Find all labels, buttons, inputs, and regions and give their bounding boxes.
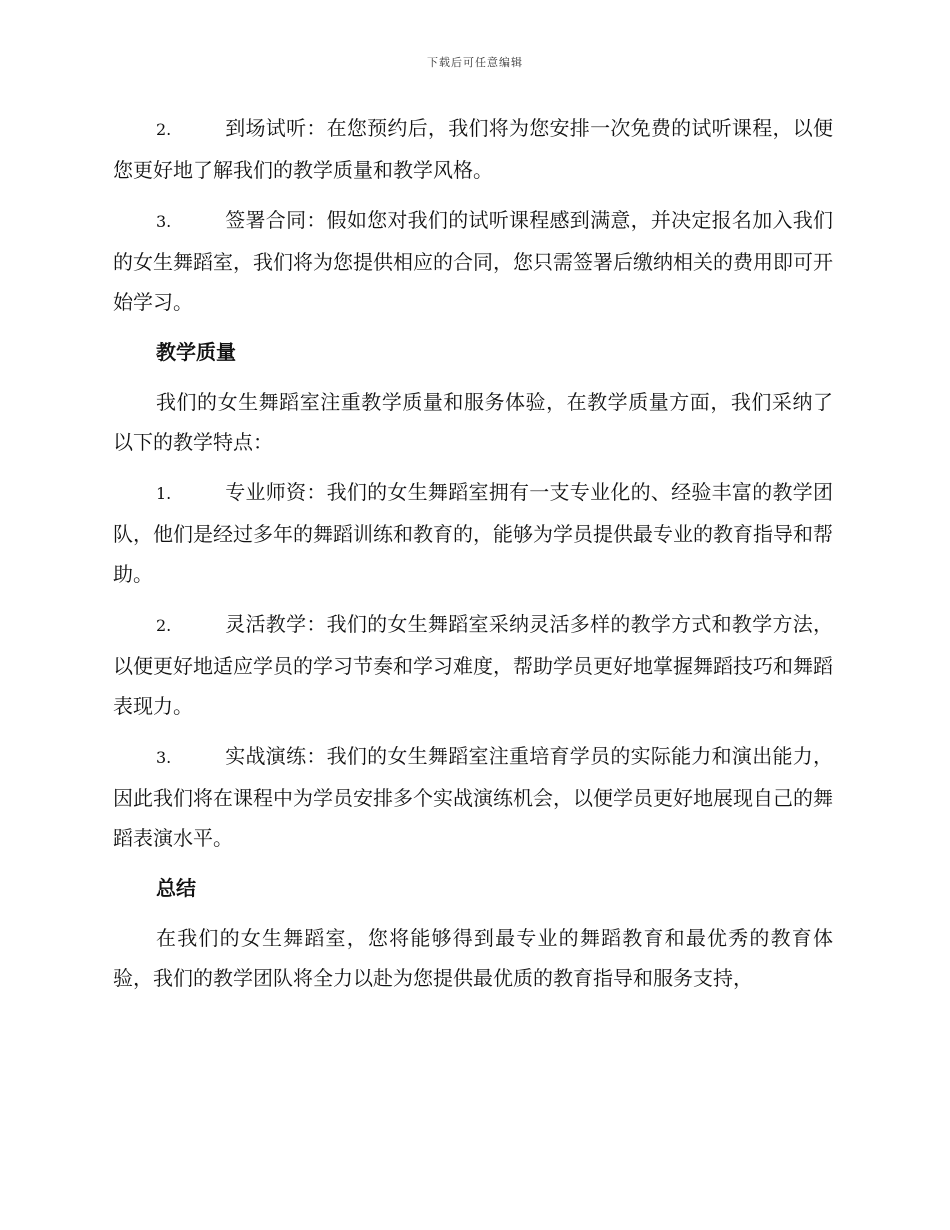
list-item [113, 108, 833, 190]
list-item-text: 灵活教学：我们的女生舞蹈室采纳灵活多样的教学方式和教学方法，以便更好地适应学员的学习节奏和学习难度，帮助学员更好地掌握舞蹈技巧和舞蹈表现力。 [113, 612, 833, 718]
list-number: 1. [156, 484, 172, 503]
list-number: 2. [156, 120, 172, 139]
list-item [113, 200, 833, 322]
paragraph: 在我们的女生舞蹈室，您将能够得到最专业的舞蹈教育和最优秀的教育体验，我们的教学团队将全力以赴为您提供最优质的教育指导和服务支持， [113, 926, 833, 990]
list-number: 3. [156, 212, 172, 231]
list-item-text: 专业师资：我们的女生舞蹈室拥有一支专业化的、经验丰富的教学团队，他们是经过多年的舞蹈训练和教育的，能够为学员提供最专业的教育指导和帮助。 [113, 480, 833, 586]
paragraph: 我们的女生舞蹈室注重教学质量和服务体验，在教学质量方面，我们采纳了以下的教学特点： [113, 390, 833, 454]
section-heading: 教学质量 [156, 340, 236, 364]
document-body [113, 108, 833, 1008]
page-header: 下载后可任意编辑 [427, 56, 523, 69]
section-heading: 总结 [156, 876, 196, 900]
list-number: 3. [156, 748, 172, 767]
list-item [113, 472, 833, 594]
list-item-text: 实战演练：我们的女生舞蹈室注重培育学员的实际能力和演出能力，因此我们将在课程中为学员安排多个实战演练机会，以便学员更好地展现自己的舞蹈表演水平。 [113, 744, 833, 850]
list-item-text: 签署合同：假如您对我们的试听课程感到满意，并决定报名加入我们的女生舞蹈室，我们将为您提供相应的合同，您只需签署后缴纳相关的费用即可开始学习。 [113, 208, 833, 314]
list-item [113, 736, 833, 858]
list-number: 2. [156, 616, 172, 635]
list-item [113, 604, 833, 726]
list-item-text: 到场试听：在您预约后，我们将为您安排一次免费的试听课程，以便您更好地了解我们的教学质量和教学风格。 [113, 116, 833, 182]
